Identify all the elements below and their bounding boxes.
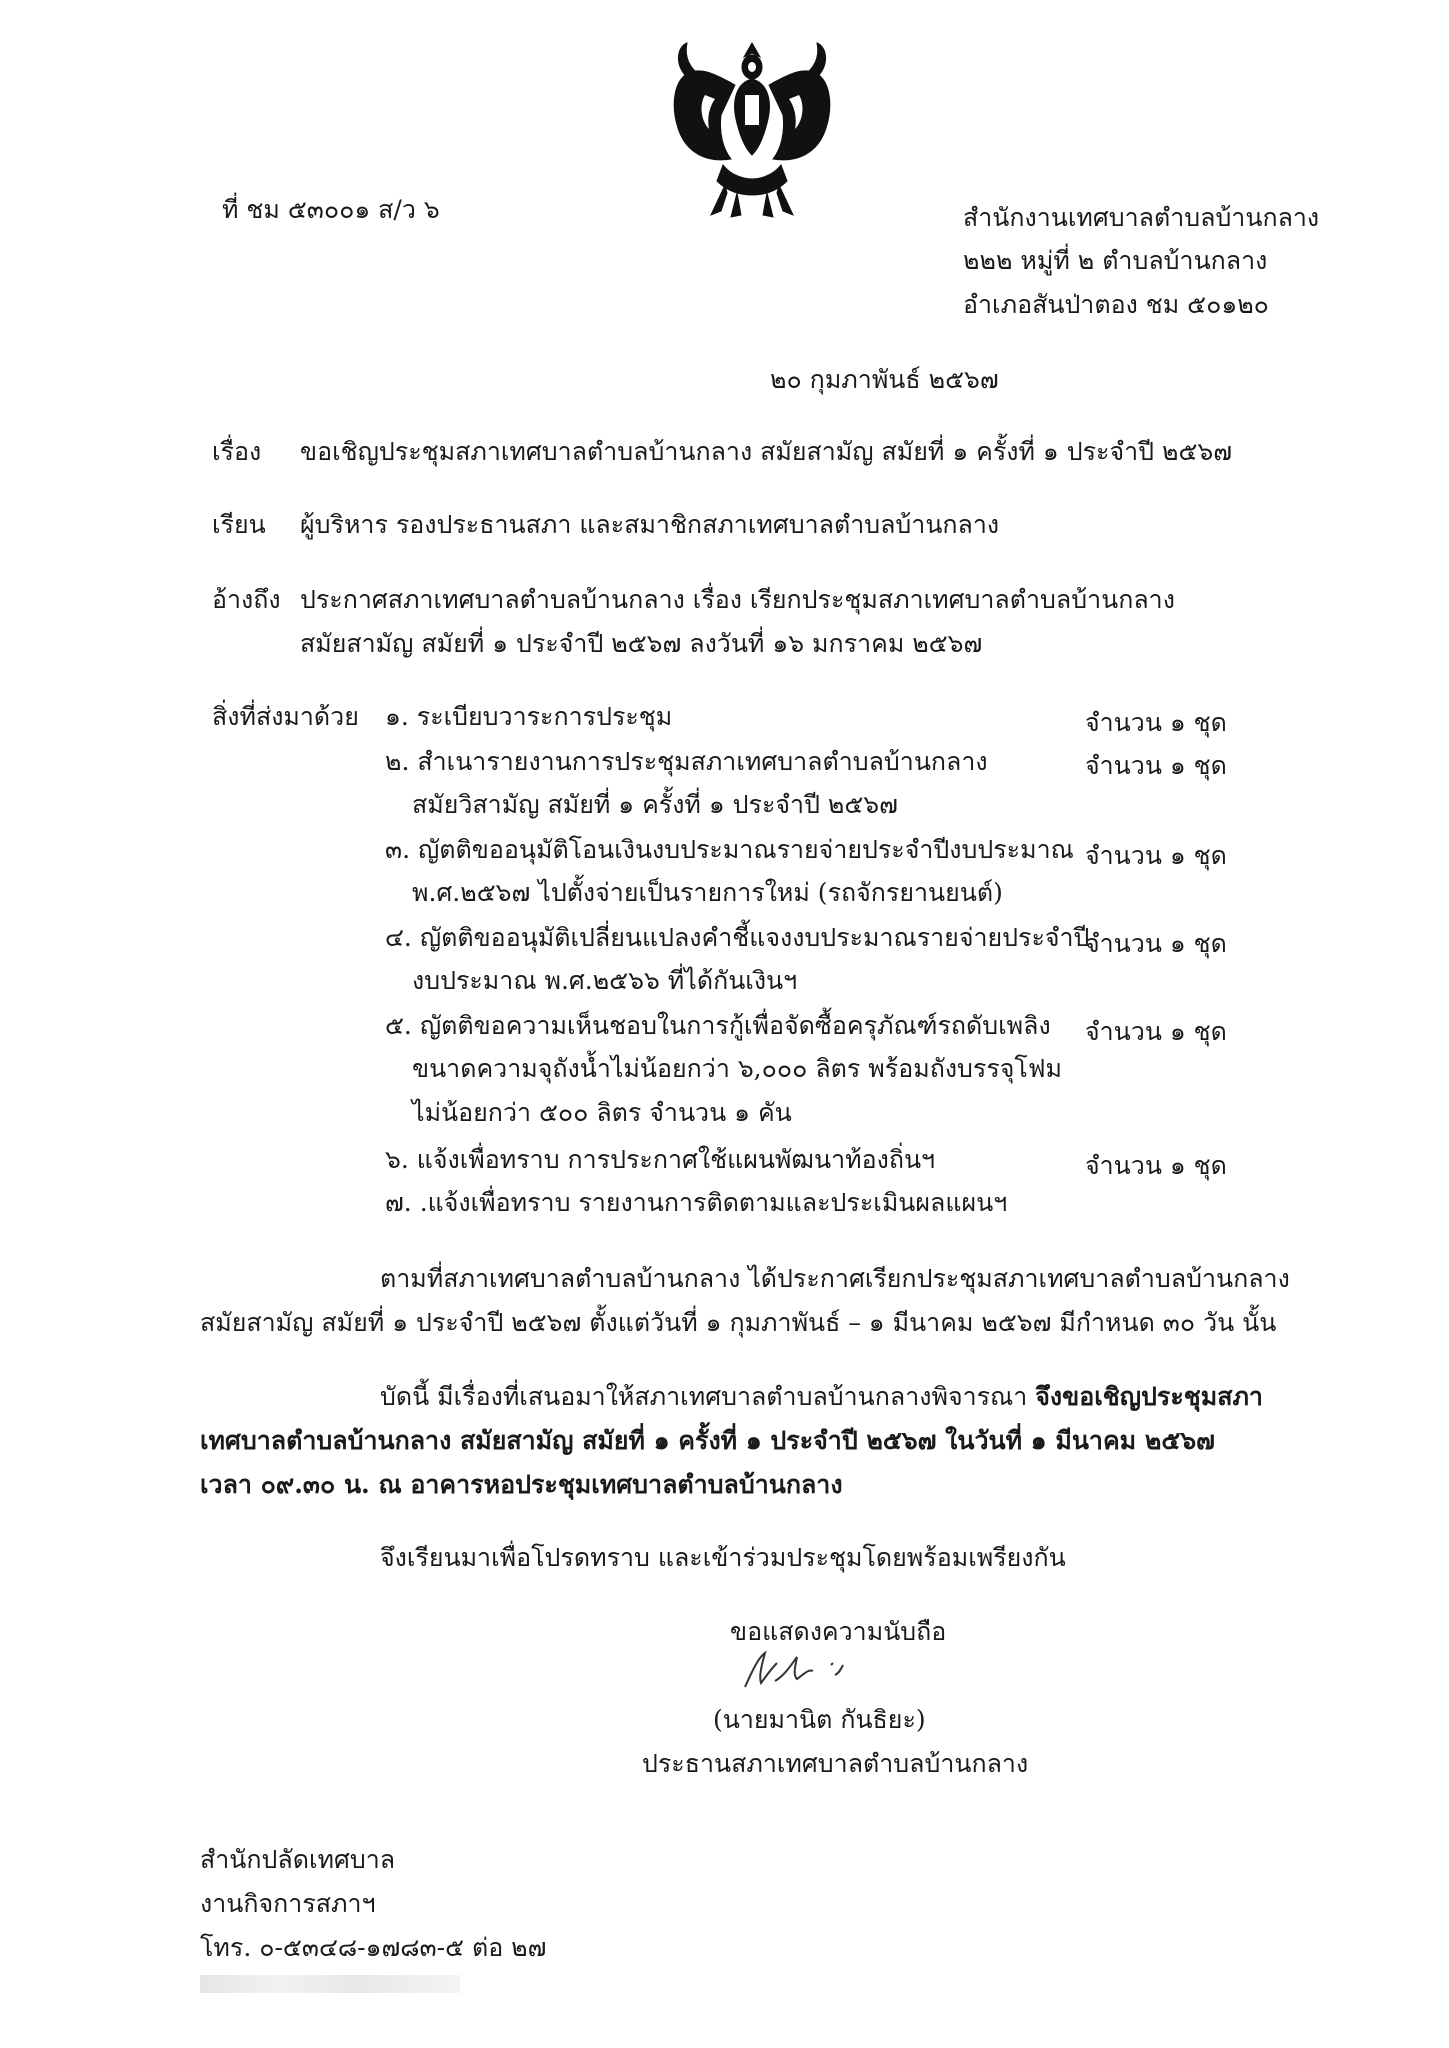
enclosures-label: สิ่งที่ส่งมาด้วย — [212, 702, 359, 731]
salutation: ขอแสดงความนับถือ — [730, 1617, 947, 1646]
paragraph-2-line-1-text: บัดนี้ มีเรื่องที่เสนอมาให้สภาเทศบาลตำบลบ้านกลางพิจารณา — [380, 1382, 1036, 1411]
sender-address-line-2: ๒๒๒ หมู่ที่ ๒ ตำบลบ้านกลาง — [963, 246, 1268, 275]
paragraph-2-line-1 — [380, 1377, 1263, 1417]
footer-office: สำนักปลัดเทศบาล — [200, 1845, 396, 1874]
reference-label: อ้างถึง — [212, 585, 281, 614]
enclosure-item-4-line-2: งบประมาณ พ.ศ.๒๕๖๖ ที่ได้กันเงินฯ — [412, 966, 798, 995]
footer-phone: โทร. ๐-๕๓๔๘-๑๗๘๓-๕ ต่อ ๒๗ — [200, 1933, 547, 1962]
footer-section: งานกิจการสภาฯ — [200, 1889, 376, 1918]
document-date: ๒๐ กุมภาพันธ์ ๒๕๖๗ — [770, 365, 999, 394]
enclosure-qty-5: จำนวน ๑ ชุด — [1085, 1017, 1227, 1046]
enclosure-item-1: ๑. ระเบียบวาระการประชุม — [385, 702, 673, 731]
garuda-emblem — [665, 35, 840, 220]
enclosure-qty-1: จำนวน ๑ ชุด — [1085, 708, 1227, 737]
document-reference-number: ที่ ชม ๕๓๐๐๑ ส/ว ๖ — [222, 195, 440, 224]
to-text: ผู้บริหาร รองประธานสภา และสมาชิกสภาเทศบาลตำบลบ้านกลาง — [300, 510, 1000, 539]
enclosure-qty-2: จำนวน ๑ ชุด — [1085, 751, 1227, 780]
paragraph-2-line-2: เทศบาลตำบลบ้านกลาง สมัยสามัญ สมัยที่ ๑ ครั้งที่ ๑ ประจำปี ๒๕๖๗ ในวันที่ ๑ มีนาคม ๒๕๖๗ — [200, 1426, 1215, 1455]
enclosure-item-3: ๓. ญัตติขออนุมัติโอนเงินงบประมาณรายจ่ายประจำปีงบประมาณ — [385, 835, 1074, 864]
sender-address-line-1: สำนักงานเทศบาลตำบลบ้านกลาง — [963, 203, 1320, 232]
enclosure-qty-3: จำนวน ๑ ชุด — [1085, 841, 1227, 870]
paragraph-1-line-2: สมัยสามัญ สมัยที่ ๑ ประจำปี ๒๕๖๗ ตั้งแต่วันที่ ๑ กุมภาพันธ์ – ๑ มีนาคม ๒๕๖๗ มีกำหนด ๓๐ วัน นั้น — [200, 1308, 1277, 1337]
signer-name: (นายมานิต กันธิยะ) — [713, 1705, 926, 1734]
paragraph-1-line-1: ตามที่สภาเทศบาลตำบลบ้านกลาง ได้ประกาศเรียกประชุมสภาเทศบาลตำบลบ้านกลาง — [380, 1264, 1290, 1293]
sender-address-line-3: อำเภอสันป่าตอง ชม ๕๐๑๒๐ — [963, 290, 1269, 319]
paragraph-2-line-1-bold: จึงขอเชิญประชุมสภา — [1035, 1382, 1263, 1411]
enclosure-item-5-line-3: ไม่น้อยกว่า ๕๐๐ ลิตร จำนวน ๑ คัน — [412, 1098, 792, 1127]
reference-line-1: ประกาศสภาเทศบาลตำบลบ้านกลาง เรื่อง เรียกประชุมสภาเทศบาลตำบลบ้านกลาง — [300, 585, 1175, 614]
enclosure-item-5: ๕. ญัตติขอความเห็นชอบในการกู้เพื่อจัดซื้อครุภัณฑ์รถดับเพลิง — [385, 1011, 1051, 1040]
enclosure-item-3-line-2: พ.ศ.๒๕๖๗ ไปตั้งจ่ายเป็นรายการใหม่ (รถจักรยานยนต์) — [412, 878, 1003, 907]
signer-title: ประธานสภาเทศบาลตำบลบ้านกลาง — [642, 1749, 1029, 1778]
enclosure-item-2-line-2: สมัยวิสามัญ สมัยที่ ๑ ครั้งที่ ๑ ประจำปี ๒๕๖๗ — [412, 790, 898, 819]
to-label: เรียน — [212, 510, 266, 539]
enclosure-item-2: ๒. สำเนารายงานการประชุมสภาเทศบาลตำบลบ้านกลาง — [385, 747, 988, 776]
enclosure-item-6: ๖. แจ้งเพื่อทราบ การประกาศใช้แผนพัฒนาท้องถิ่นฯ — [385, 1145, 936, 1174]
enclosure-item-4: ๔. ญัตติขออนุมัติเปลี่ยนแปลงคำชี้แจงงบประมาณรายจ่ายประจำปี — [385, 923, 1090, 952]
enclosure-qty-4: จำนวน ๑ ชุด — [1085, 929, 1227, 958]
subject-label: เรื่อง — [212, 437, 262, 466]
enclosure-item-7: ๗. .แจ้งเพื่อทราบ รายงานการติดตามและประเมินผลแผนฯ — [385, 1188, 1008, 1217]
faded-footer-line — [200, 1975, 460, 1993]
subject-text: ขอเชิญประชุมสภาเทศบาลตำบลบ้านกลาง สมัยสามัญ สมัยที่ ๑ ครั้งที่ ๑ ประจำปี ๒๕๖๗ — [300, 437, 1233, 466]
enclosure-item-5-line-2: ขนาดความจุถังน้ำไม่น้อยกว่า ๖,๐๐๐ ลิตร พร้อมถังบรรจุโฟม — [412, 1054, 1063, 1083]
enclosure-qty-6: จำนวน ๑ ชุด — [1085, 1151, 1227, 1180]
handwritten-signature — [735, 1645, 875, 1695]
reference-line-2: สมัยสามัญ สมัยที่ ๑ ประจำปี ๒๕๖๗ ลงวันที่ ๑๖ มกราคม ๒๕๖๗ — [300, 629, 983, 658]
paragraph-2-line-3: เวลา ๐๙.๓๐ น. ณ อาคารหอประชุมเทศบาลตำบลบ้านกลาง — [200, 1470, 843, 1499]
closing-request: จึงเรียนมาเพื่อโปรดทราบ และเข้าร่วมประชุมโดยพร้อมเพรียงกัน — [380, 1543, 1066, 1572]
